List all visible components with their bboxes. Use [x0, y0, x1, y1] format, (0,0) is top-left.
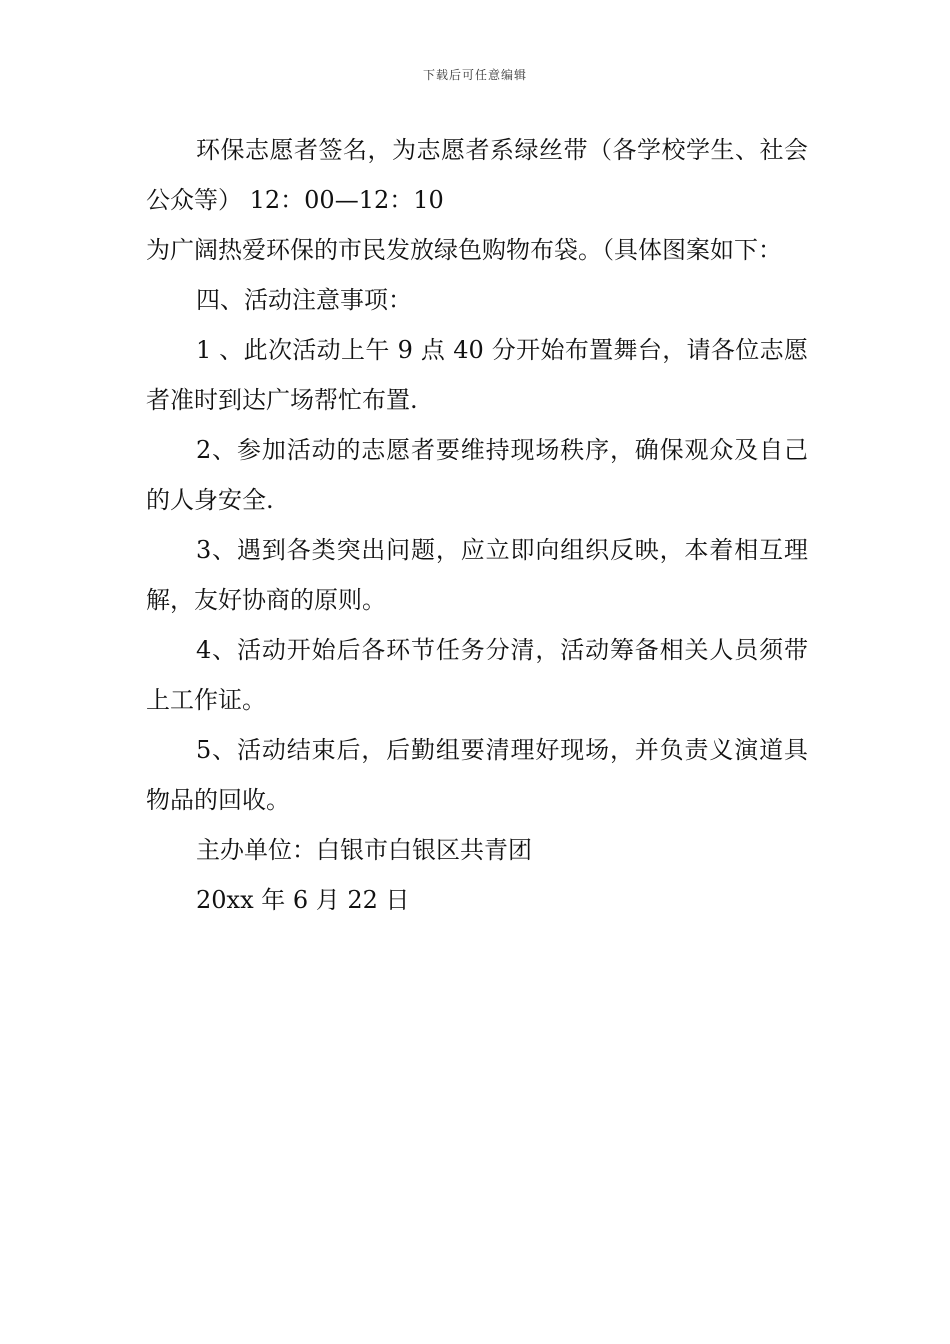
document-body	[146, 125, 808, 925]
notice-item-4: 4、活动开始后各环节任务分清，活动筹备相关人员须带上工作证。	[146, 636, 808, 714]
section-heading-notes: 四、活动注意事项：	[196, 286, 412, 314]
date-line: 20xx 年 6 月 22 日	[196, 886, 410, 914]
organizer-line: 主办单位：白银市白银区共青团	[196, 836, 532, 864]
notice-item-1: 1 、此次活动上午 9 点 40 分开始布置舞台，请各位志愿者准时到达广场帮忙布置.	[146, 336, 808, 414]
paragraph-volunteer-signing: 环保志愿者签名，为志愿者系绿丝带（各学校学生、社会公众等） 12：00—12：10	[146, 136, 808, 214]
notice-item-2: 2、参加活动的志愿者要维持现场秩序，确保观众及自己的人身安全.	[146, 436, 808, 514]
notice-item-5: 5、活动结束后，后勤组要清理好现场，并负责义演道具物品的回收。	[146, 736, 808, 814]
paragraph-green-bags: 为广阔热爱环保的市民发放绿色购物布袋。（具体图案如下：	[146, 236, 782, 264]
notice-item-3: 3、遇到各类突出问题，应立即向组织反映，本着相互理解，友好协商的原则。	[146, 536, 808, 614]
header-note: 下载后可任意编辑	[422, 68, 527, 82]
